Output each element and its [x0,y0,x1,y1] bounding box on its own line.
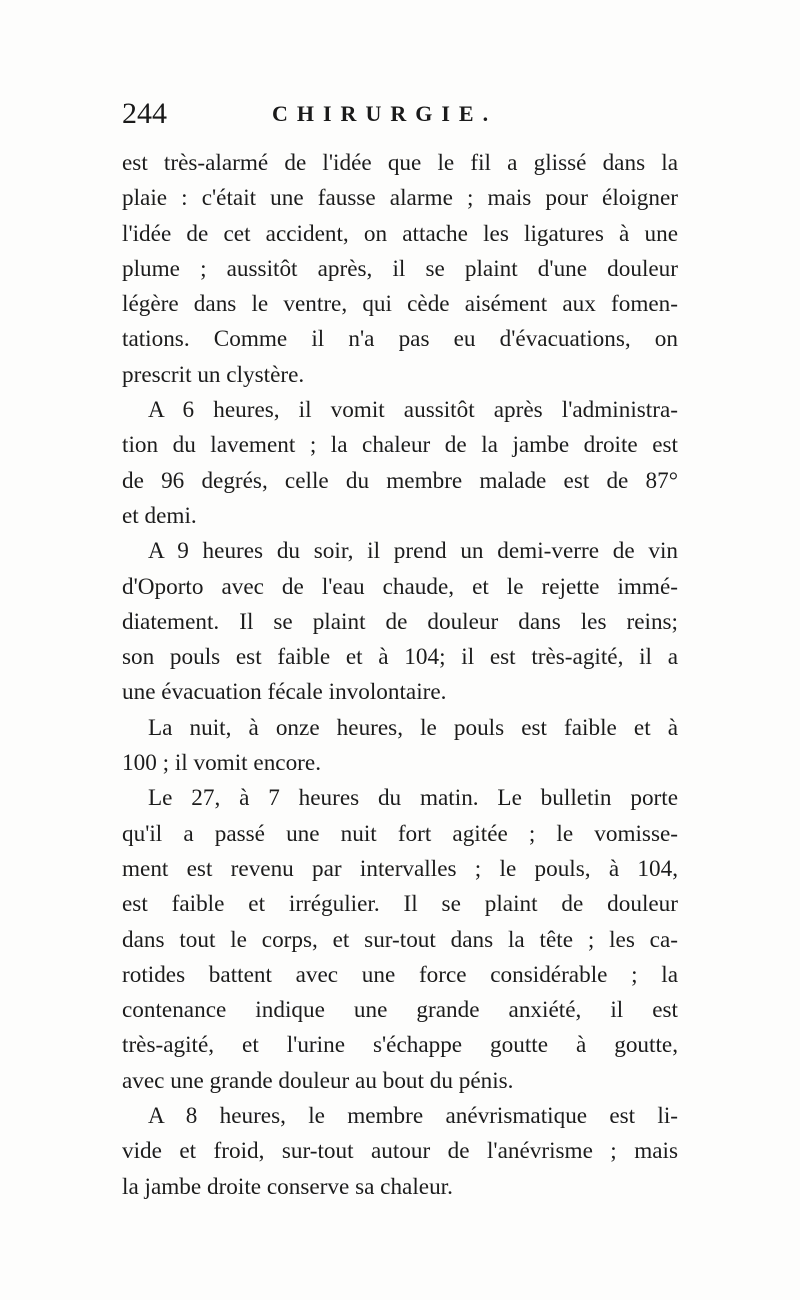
paragraph [122,711,678,782]
text-line: la jambe droite conserve sa chaleur. [122,1173,453,1200]
body-text [122,146,678,1205]
running-title: CHIRURGIE. [272,101,498,126]
text-line: 100 ; il vomit encore. [122,750,321,777]
running-head [122,96,678,132]
text-line: plume ; aussitôt après, il se plaint d'une douleur [122,255,678,282]
text-line: tion du lavement ; la chaleur de la jambe droite est [122,432,678,459]
text-line: ment est revenu par intervalles ; le pouls, à 104, [122,855,678,882]
text-line: contenance indique une grande anxiété, il est [122,997,678,1024]
text-line: A 9 heures du soir, il prend un demi-verre de vin [148,538,678,565]
text-line: de 96 degrés, celle du membre malade est de 87° [122,467,678,494]
text-line: son pouls est faible et à 104; il est très-agité, il a [122,644,678,671]
paragraph [122,146,678,393]
paragraph [122,534,678,710]
text-line: très-agité, et l'urine s'échappe goutte à goutte, [122,1032,678,1059]
text-line: est faible et irrégulier. Il se plaint de douleur [122,891,678,918]
text-line: vide et froid, sur-tout autour de l'anévrisme ; mais [122,1138,678,1165]
text-line: avec une grande douleur au bout du pénis. [122,1067,514,1094]
text-line: qu'il a passé une nuit fort agitée ; le vomisse- [122,820,678,847]
text-line: d'Oporto avec de l'eau chaude, et le rejette immé- [122,573,678,600]
text-line: une évacuation fécale involontaire. [122,679,447,706]
text-line: A 8 heures, le membre anévrismatique est li- [148,1103,678,1130]
text-line: dans tout le corps, et sur-tout dans la tête ; les ca- [122,926,678,953]
text-line: et demi. [122,502,197,529]
paragraph [122,781,678,1099]
text-line: légère dans le ventre, qui cède aisément aux fomen- [122,291,678,318]
text-line: prescrit un clystère. [122,361,305,388]
paragraph [122,1099,678,1205]
paragraph [122,393,678,534]
text-line: tations. Comme il n'a pas eu d'évacuations, on [122,326,678,353]
text-line: Le 27, à 7 heures du matin. Le bulletin porte [148,785,678,812]
text-line: l'idée de cet accident, on attache les ligatures à une [122,220,678,247]
text-line: plaie : c'était une fausse alarme ; mais pour éloigner [122,185,678,212]
text-line: La nuit, à onze heures, le pouls est faible et à [148,714,678,741]
page-number: 244 [122,97,167,130]
text-line: diatement. Il se plaint de douleur dans les reins; [122,608,678,635]
text-line: est très-alarmé de l'idée que le fil a glissé dans la [122,150,678,176]
text-line: A 6 heures, il vomit aussitôt après l'administra- [148,397,678,424]
text-line: rotides battent avec une force considérable ; la [122,961,678,988]
